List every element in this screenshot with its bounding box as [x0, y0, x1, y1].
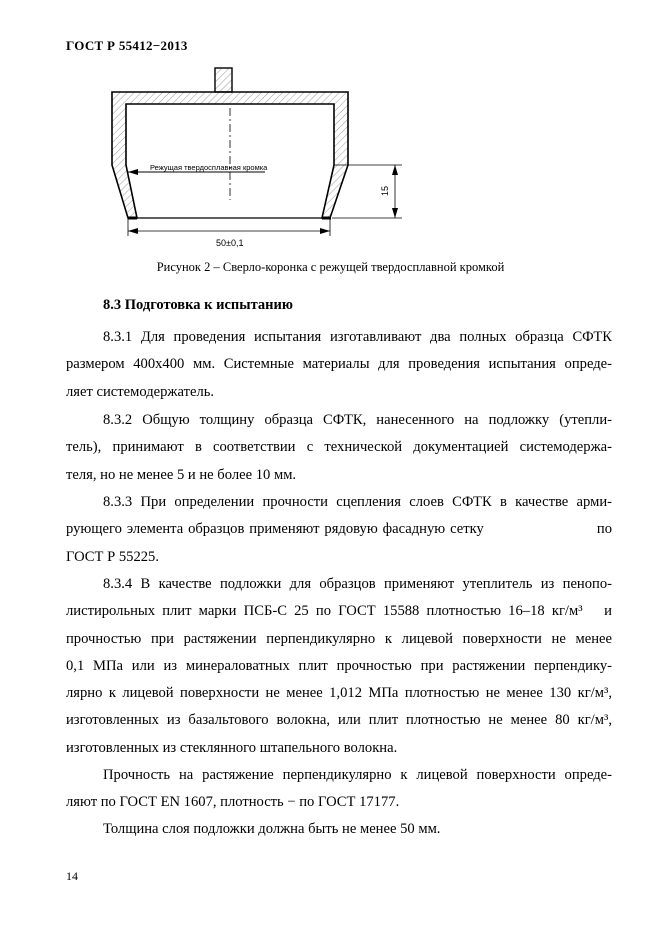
text-line: 8.3.4 В качестве подложки для образцов применяют утеплитель из пенопо- — [103, 576, 612, 592]
text-line: ляют по ГОСТ EN 1607, плотность − по ГОСТ 17177. — [66, 794, 400, 811]
paragraph-8-3-1 — [66, 324, 612, 406]
paragraph-strength — [66, 762, 612, 817]
text-line: тель), принимают в соответствии с технической документацией системодержа- — [66, 439, 612, 456]
text-line: 8.3.3 При определении прочности сцепления слоев СФТК в качестве арми- — [103, 494, 612, 510]
text-line: Прочность на растяжение перпендикулярно к лицевой поверхности опреде- — [103, 767, 612, 783]
text-line: 8.3.1 Для проведения испытания изготавливают два полных образца СФТК — [103, 329, 612, 345]
paragraph-8-3-3 — [66, 489, 612, 571]
text-line: ляет системодержатель. — [66, 383, 215, 400]
text-line: ГОСТ Р 55225. — [66, 548, 159, 565]
text-line: изготовленных из базальтового волокна, или плит плотностью не менее 80 кг/м³, — [66, 712, 612, 729]
paragraph-8-3-2 — [66, 407, 612, 489]
paragraph-8-3-4 — [66, 571, 612, 762]
section-title: 8.3 Подготовка к испытанию — [103, 297, 293, 313]
text-line: теля, но не менее 5 и не более 10 мм. — [66, 466, 297, 483]
text-line: Толщина слоя подложки должна быть не менее 50 мм. — [103, 821, 441, 837]
page-number: 14 — [66, 869, 78, 883]
text-line: листирольных плит марки ПСБ-С 25 по ГОСТ 15588 плотностью 16–18 кг/м³ и — [66, 603, 612, 620]
drill-bit-drawing — [0, 0, 661, 260]
text-line: изготовленных из стеклянного штапельного волокна. — [66, 739, 398, 756]
text-line: лярно к лицевой поверхности не менее 1,012 МПа плотностью не менее 130 кг/м³, — [66, 685, 612, 702]
width-dimension: 50±0,1 — [216, 238, 244, 248]
drill-shank — [215, 68, 232, 92]
paragraph-thickness — [66, 816, 612, 843]
figure-caption: Рисунок 2 – Сверло-коронка с режущей твердосплавной кромкой — [156, 260, 505, 274]
text-line: 0,1 МПа или из минераловатных плит прочностью при растяжении перпендику- — [66, 657, 612, 674]
text-line: 8.3.2 Общую толщину образца СФТК, нанесенного на подложку (утепли- — [103, 412, 612, 428]
text-line: размером 400х400 мм. Системные материалы для проведения испытания опреде- — [66, 356, 612, 373]
text-line: прочностью при растяжении перпендикулярно к лицевой поверхности не менее — [66, 630, 612, 647]
document-header: ГОСТ Р 55412−2013 — [66, 38, 188, 53]
text-line: рующего элемента образцов применяют рядовую фасадную сетку по — [66, 521, 612, 538]
height-dimension: 15 — [380, 185, 390, 196]
label-arrow-head — [128, 169, 138, 175]
cutting-edge-label: Режущая твердосплавная кромка — [150, 163, 268, 172]
